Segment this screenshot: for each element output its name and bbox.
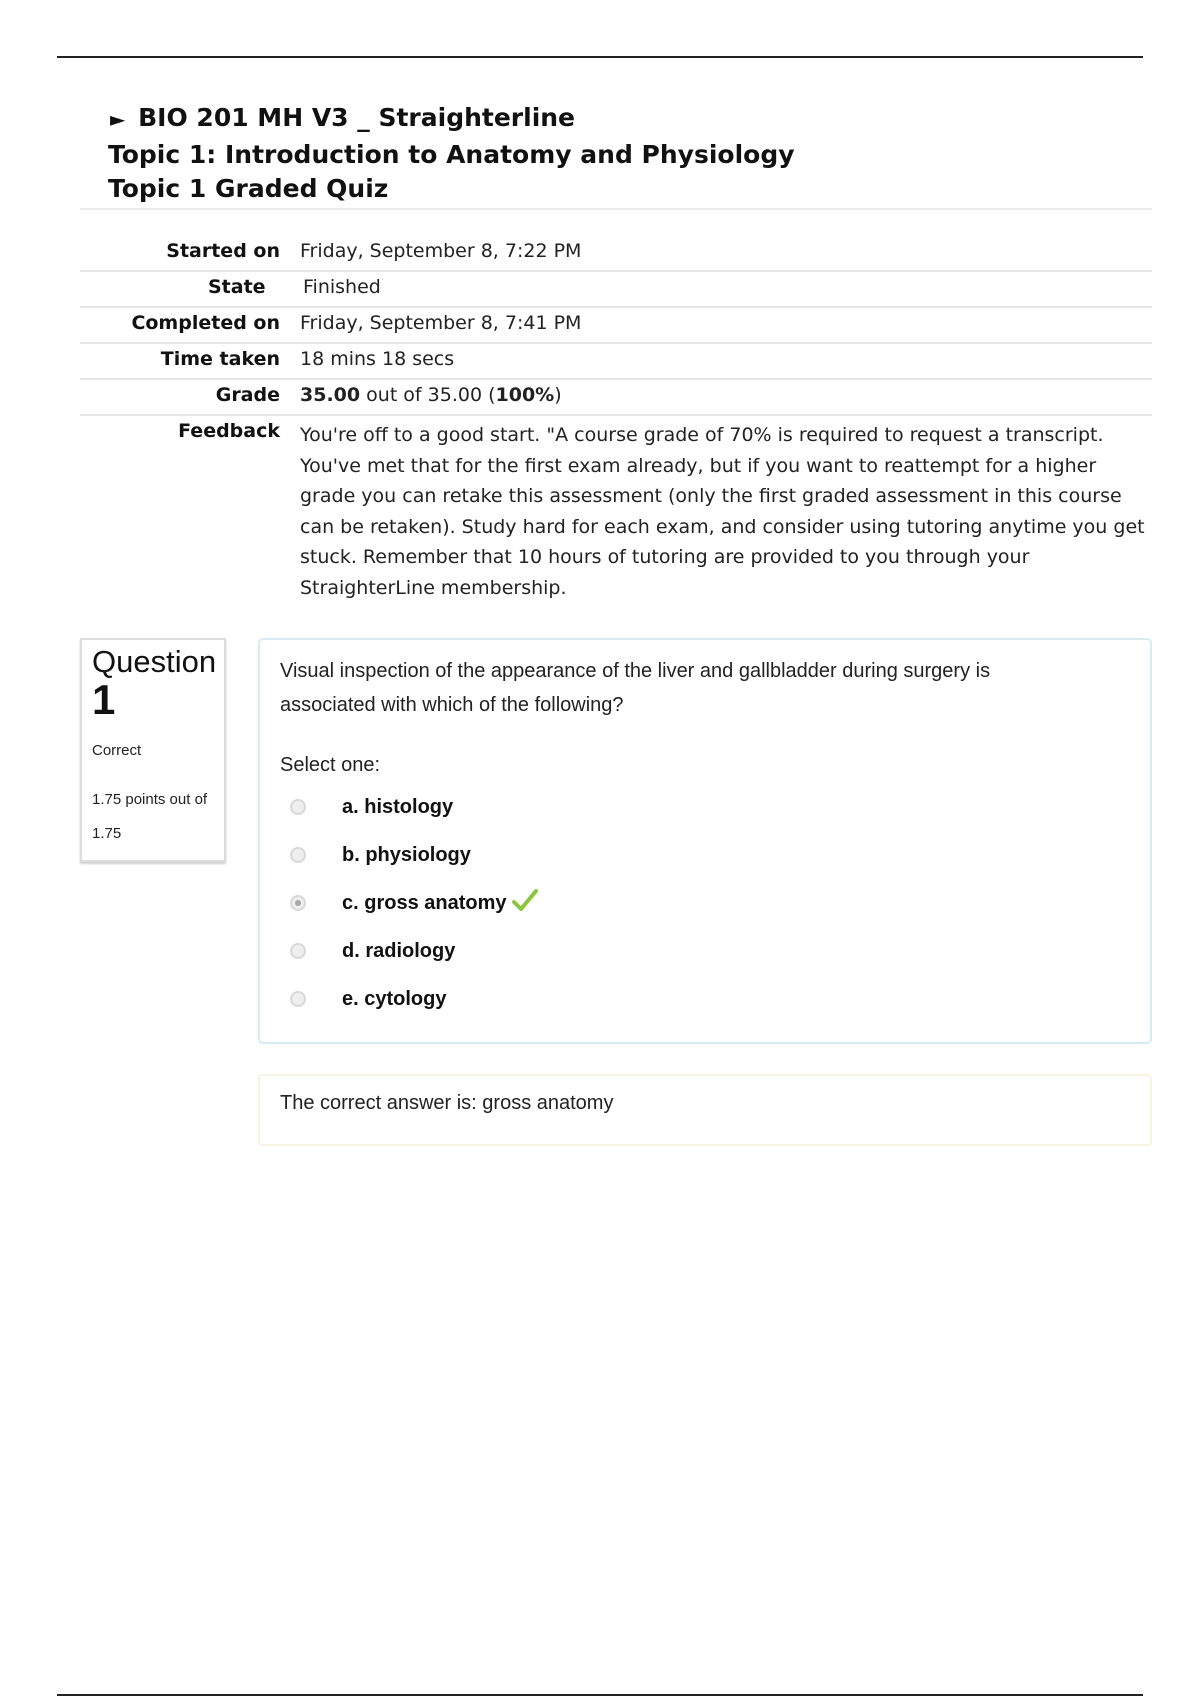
summary-label: Time taken	[160, 348, 280, 370]
answer-label: c. gross anatomy	[342, 891, 507, 914]
topic-title: Topic 1: Introduction to Anatomy and Physiology	[108, 140, 795, 169]
radio-button[interactable]	[290, 991, 306, 1007]
bottom-rule	[57, 1694, 1143, 1696]
question-state: Correct	[92, 742, 142, 759]
question-label: Question	[92, 644, 217, 679]
radio-button[interactable]	[290, 799, 306, 815]
summary-label: Completed on	[131, 312, 280, 334]
summary-value: Friday, September 8, 7:41 PM	[300, 312, 582, 334]
summary-value: Friday, September 8, 7:22 PM	[300, 240, 582, 262]
grade-close: )	[554, 384, 562, 406]
question-grade: 1.75 points out of 1.75	[92, 791, 208, 842]
summary-row-state	[80, 271, 1152, 307]
question-info-panel	[80, 638, 226, 862]
summary-row-grade	[80, 379, 1152, 415]
answer-option-b[interactable]	[280, 831, 1130, 879]
summary-row-started	[80, 236, 1152, 271]
breadcrumb-course[interactable]: BIO 201 MH V3 _ Straighterline	[138, 103, 576, 132]
grade-score: 35.00	[300, 384, 361, 406]
triangle-right-icon: ►	[110, 107, 126, 131]
correct-answer-feedback: The correct answer is: gross anatomy	[258, 1074, 1152, 1146]
answer-option-a[interactable]	[280, 783, 1130, 831]
summary-label: Grade	[215, 384, 280, 406]
answer-label: b. physiology	[342, 843, 471, 866]
summary-row-completed	[80, 307, 1152, 343]
answer-label: a. histology	[342, 795, 454, 818]
answer-option-c[interactable]	[280, 879, 1130, 927]
answer-label: e. cytology	[342, 987, 447, 1010]
summary-value: 18 mins 18 secs	[300, 348, 455, 370]
answer-list	[280, 783, 1130, 1023]
page-header	[108, 100, 1148, 205]
breadcrumb[interactable]	[110, 100, 1148, 137]
quiz-summary-table	[80, 236, 1152, 607]
question-number: 1	[92, 676, 116, 723]
summary-label: Started on	[166, 240, 280, 262]
radio-button[interactable]	[290, 847, 306, 863]
answer-label: d. radiology	[342, 939, 456, 962]
summary-label: State	[208, 276, 266, 298]
check-icon	[511, 888, 539, 919]
answer-option-e[interactable]	[280, 975, 1130, 1023]
answer-option-d[interactable]	[280, 927, 1130, 975]
radio-button-selected[interactable]	[290, 895, 306, 911]
summary-label: Feedback	[178, 420, 280, 442]
grade-percent: 100%	[495, 384, 555, 406]
header-divider	[80, 208, 1152, 210]
question-content	[258, 638, 1152, 1044]
question-text: Visual inspection of the appearance of the liver and gallbladder during surgery is associated with which of the following?	[280, 660, 991, 716]
summary-value: Finished	[303, 276, 381, 298]
page-title: Topic 1 Graded Quiz	[108, 174, 389, 203]
summary-row-feedback	[80, 415, 1152, 607]
select-prompt: Select one:	[280, 754, 381, 776]
radio-button[interactable]	[290, 943, 306, 959]
summary-value	[300, 379, 1152, 415]
grade-out-of: out of 35.00 (	[360, 384, 496, 406]
summary-row-time-taken	[80, 343, 1152, 379]
top-rule	[57, 56, 1143, 58]
feedback-text: You're off to a good start. "A course grade of 70% is required to request a transcript. You've met that for the first exam already, but if you want to reattempt for a higher grade you can retake this assessment (only the first graded assessment in this course can be retaken). Study hard for each exam, and consider using tutoring anytime you get stuck. Remember that 10 hours of tutoring are provided to you through your StraighterLine membership.	[300, 424, 1145, 599]
